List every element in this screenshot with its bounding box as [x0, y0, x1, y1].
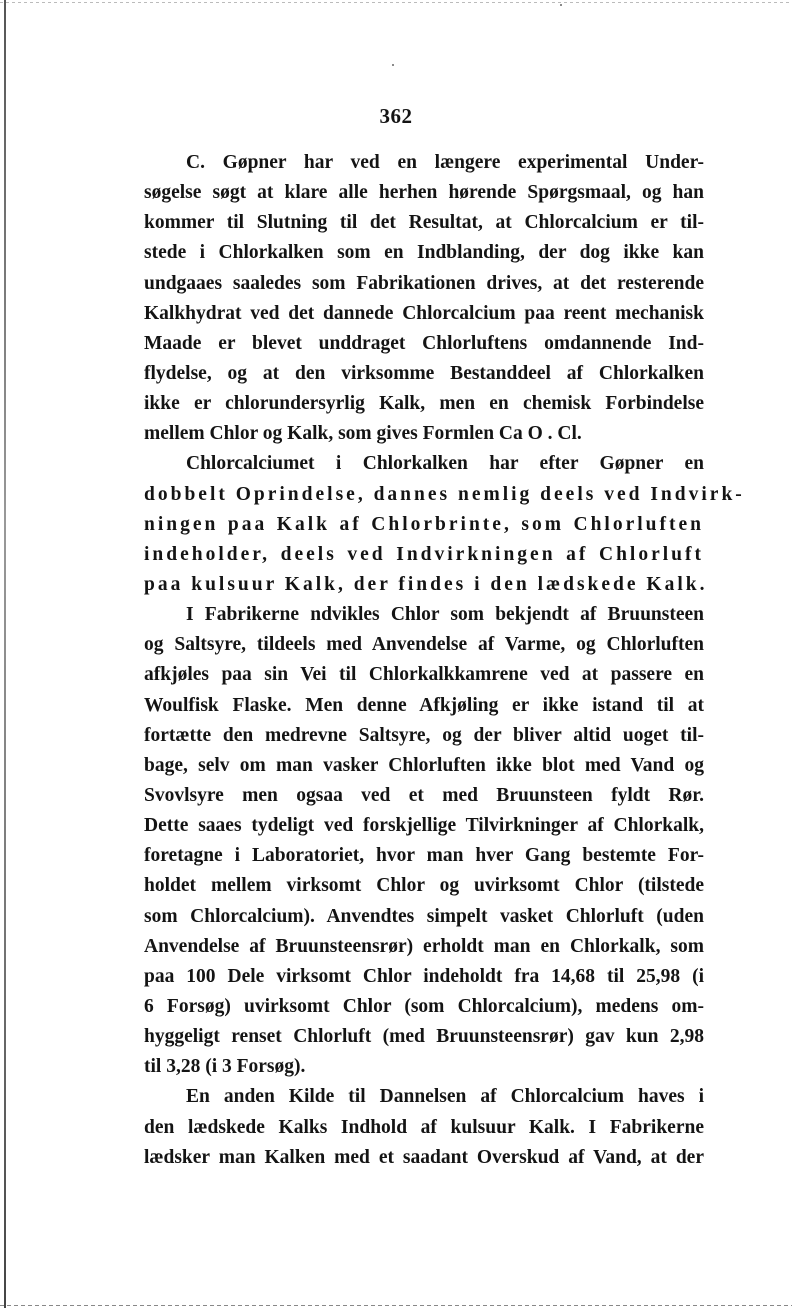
body-text [144, 148, 745, 1173]
ink-speck [392, 64, 394, 66]
text-line: hyggeligt renset Chlorluft (med Bruunsteensrør) gav kun 2,98 [144, 1026, 704, 1048]
text-line: En anden Kilde til Dannelsen af Chlorcalcium haves i [186, 1086, 704, 1108]
page-edge-bottom [0, 1305, 792, 1306]
text-line: og Saltsyre, tildeels med Anvendelse af Varme, og Chlorluften [144, 634, 704, 656]
text-line: flydelse, og at den virksomme Bestanddeel af Chlorkalken [144, 362, 704, 384]
text-line: Maade er blevet unddraget Chlorluftens omdannende Ind- [144, 332, 704, 354]
text-line: Dette saaes tydeligt ved forskjellige Tilvirkninger af Chlorkalk, [144, 815, 704, 837]
text-line: foretagne i Laboratoriet, hvor man hver Gang bestemte For- [144, 845, 704, 867]
ink-speck [560, 4, 562, 6]
text-line: Kalkhydrat ved det dannede Chlorcalcium paa reent mechanisk [144, 302, 704, 324]
text-line: til 3,28 (i 3 Forsøg). [144, 1056, 306, 1078]
text-line: stede i Chlorkalken som en Indblanding, der dog ikke kan [144, 242, 704, 264]
page-edge-top [0, 2, 792, 3]
text-line: som Chlorcalcium). Anvendtes simpelt vasket Chlorluft (uden [144, 905, 704, 927]
text-line: afkjøles paa sin Vei til Chlorkalkkamrene ved at passere en [144, 664, 704, 686]
text-line: indeholder, deels ved Indvirkningen af Chlorluft [144, 543, 704, 565]
text-line: Anvendelse af Bruunsteensrør) erholdt man en Chlorkalk, som [144, 935, 704, 957]
text-line: fortætte den medrevne Saltsyre, og der bliver altid uoget til- [144, 724, 704, 746]
text-line: kommer til Slutning til det Resultat, at Chlorcalcium er til- [144, 212, 704, 234]
text-line: bage, selv om man vasker Chlorluften ikke blot med Vand og [144, 754, 704, 776]
text-line: dobbelt Oprindelse, dannes nemlig deels ved Indvirk- [144, 483, 745, 505]
text-line: C. Gøpner har ved en længere experimental Under- [186, 152, 704, 173]
text-line: ningen paa Kalk af Chlorbrinte, som Chlorluften [144, 513, 704, 535]
text-line: mellem Chlor og Kalk, som gives Formlen Ca O . Cl. [144, 423, 582, 445]
page-edge-left [4, 0, 6, 1308]
text-line: den lædskede Kalks Indhold af kulsuur Kalk. I Fabrikerne [144, 1116, 704, 1138]
text-line: Woulfisk Flaske. Men denne Afkjøling er ikke istand til at [144, 694, 704, 716]
text-line: Chlorcalciumet i Chlorkalken har efter Gøpner en [186, 453, 704, 475]
text-line: Svovlsyre men ogsaa ved et med Bruunsteen fyldt Rør. [144, 784, 704, 806]
text-line: undgaaes saaledes som Fabrikationen drives, at det resterende [144, 272, 704, 294]
text-line: søgelse søgt at klare alle herhen hørende Spørgsmaal, og han [144, 182, 704, 204]
text-line: holdet mellem virksomt Chlor og uvirksomt Chlor (tilstede [144, 875, 704, 897]
page-number: 362 [379, 104, 413, 128]
text-line: ikke er chlorundersyrlig Kalk, men en chemisk Forbindelse [144, 393, 704, 415]
text-line: lædsker man Kalken med et saadant Overskud af Vand, at der [144, 1146, 704, 1168]
text-line: paa kulsuur Kalk, der findes i den lædskede Kalk. [144, 573, 708, 595]
text-line: paa 100 Dele virksomt Chlor indeholdt fra 14,68 til 25,98 (i [144, 965, 704, 987]
text-line: I Fabrikerne ndvikles Chlor som bekjendt af Bruunsteen [186, 604, 704, 626]
text-line: 6 Forsøg) uvirksomt Chlor (som Chlorcalcium), medens om- [144, 995, 704, 1017]
